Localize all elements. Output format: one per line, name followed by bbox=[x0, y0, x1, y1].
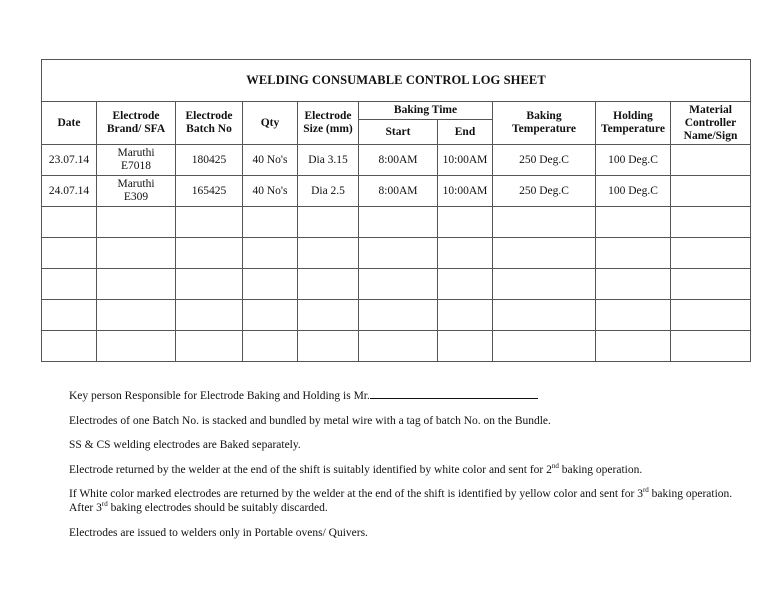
empty-cell bbox=[243, 269, 298, 300]
empty-cell bbox=[493, 238, 596, 269]
note-text: baking operation. After 3 bbox=[69, 488, 733, 514]
header-date: Date bbox=[42, 102, 97, 145]
empty-cell bbox=[596, 269, 671, 300]
empty-cell bbox=[493, 207, 596, 238]
ordinal-suffix: rd bbox=[101, 500, 108, 509]
cell-end: 10:00AM bbox=[438, 176, 493, 207]
cell-holding-temp: 100 Deg.C bbox=[596, 145, 671, 176]
cell-brand bbox=[97, 145, 176, 176]
empty-cell bbox=[42, 207, 97, 238]
empty-cell bbox=[176, 238, 243, 269]
note-separate: SS & CS welding electrodes are Baked separately. bbox=[69, 439, 301, 451]
empty-cell bbox=[42, 331, 97, 362]
empty-cell bbox=[596, 300, 671, 331]
empty-cell bbox=[97, 331, 176, 362]
note-text: Electrode returned by the welder at the end of the shift is suitably identified by white color and sent for 2 bbox=[69, 463, 552, 476]
cell-brand-line: Maruthi bbox=[117, 178, 155, 190]
signature-blank-line bbox=[370, 388, 538, 399]
empty-cell bbox=[42, 269, 97, 300]
cell-start: 8:00AM bbox=[359, 145, 438, 176]
empty-cell bbox=[671, 207, 751, 238]
cell-size: Dia 2.5 bbox=[298, 176, 359, 207]
empty-cell bbox=[176, 300, 243, 331]
cell-brand-line: Maruthi bbox=[117, 147, 155, 159]
empty-cell bbox=[97, 238, 176, 269]
empty-cell bbox=[493, 269, 596, 300]
cell-controller bbox=[671, 176, 751, 207]
empty-cell bbox=[359, 269, 438, 300]
cell-qty: 40 No's bbox=[243, 176, 298, 207]
cell-qty: 40 No's bbox=[243, 145, 298, 176]
ordinal-suffix: nd bbox=[551, 461, 559, 470]
note-returned bbox=[69, 463, 749, 477]
empty-cell bbox=[298, 207, 359, 238]
note-batch: Electrodes of one Batch No. is stacked and bundled by metal wire with a tag of batch No. on the Bundle. bbox=[69, 414, 551, 427]
empty-cell bbox=[671, 300, 751, 331]
header-brand: Electrode Brand/ SFA bbox=[97, 102, 176, 145]
note-key-person bbox=[69, 388, 749, 403]
empty-cell bbox=[359, 331, 438, 362]
empty-cell bbox=[243, 300, 298, 331]
empty-cell bbox=[97, 300, 176, 331]
table-row-empty bbox=[42, 238, 751, 269]
note-text: If White color marked electrodes are returned by the welder at the end of the shift is identified by yellow color and sent for 3 bbox=[69, 488, 643, 500]
empty-cell bbox=[243, 238, 298, 269]
empty-cell bbox=[298, 269, 359, 300]
cell-date: 23.07.14 bbox=[42, 145, 97, 176]
cell-end: 10:00AM bbox=[438, 145, 493, 176]
log-sheet-table bbox=[41, 59, 751, 362]
cell-brand bbox=[97, 176, 176, 207]
empty-cell bbox=[97, 269, 176, 300]
cell-baking-temp: 250 Deg.C bbox=[493, 145, 596, 176]
note-text: baking electrodes should be suitably discarded. bbox=[107, 502, 328, 514]
empty-cell bbox=[42, 300, 97, 331]
empty-cell bbox=[438, 269, 493, 300]
table-row-empty bbox=[42, 331, 751, 362]
empty-cell bbox=[438, 207, 493, 238]
empty-cell bbox=[596, 331, 671, 362]
empty-cell bbox=[359, 207, 438, 238]
cell-start: 8:00AM bbox=[359, 176, 438, 207]
empty-cell bbox=[359, 300, 438, 331]
empty-cell bbox=[596, 238, 671, 269]
header-holding-temp: Holding Temperature bbox=[596, 102, 671, 145]
empty-cell bbox=[298, 300, 359, 331]
empty-cell bbox=[493, 331, 596, 362]
empty-cell bbox=[298, 331, 359, 362]
empty-cell bbox=[596, 207, 671, 238]
header-start: Start bbox=[359, 120, 438, 145]
empty-cell bbox=[671, 238, 751, 269]
cell-batch: 165425 bbox=[176, 176, 243, 207]
note-text: baking operation. bbox=[558, 463, 643, 476]
notes-section bbox=[69, 388, 749, 550]
empty-cell bbox=[176, 207, 243, 238]
header-qty: Qty bbox=[243, 102, 298, 145]
empty-cell bbox=[243, 331, 298, 362]
empty-cell bbox=[493, 300, 596, 331]
cell-batch: 180425 bbox=[176, 145, 243, 176]
header-baking-temp: Baking Temperature bbox=[493, 102, 596, 145]
empty-cell bbox=[176, 331, 243, 362]
cell-controller bbox=[671, 145, 751, 176]
empty-cell bbox=[42, 238, 97, 269]
note-issued: Electrodes are issued to welders only in Portable ovens/ Quivers. bbox=[69, 526, 368, 539]
empty-cell bbox=[438, 300, 493, 331]
cell-date: 24.07.14 bbox=[42, 176, 97, 207]
cell-baking-temp: 250 Deg.C bbox=[493, 176, 596, 207]
table-row-empty bbox=[42, 207, 751, 238]
cell-size: Dia 3.15 bbox=[298, 145, 359, 176]
note-text: Key person Responsible for Electrode Baking and Holding is Mr. bbox=[69, 390, 370, 402]
header-batch: Electrode Batch No bbox=[176, 102, 243, 145]
empty-cell bbox=[671, 269, 751, 300]
empty-cell bbox=[97, 207, 176, 238]
table-row-empty bbox=[42, 300, 751, 331]
cell-brand-line: E7018 bbox=[120, 160, 152, 172]
sheet-title: WELDING CONSUMABLE CONTROL LOG SHEET bbox=[42, 60, 751, 102]
header-size: Electrode Size (mm) bbox=[298, 102, 359, 145]
empty-cell bbox=[671, 331, 751, 362]
empty-cell bbox=[438, 238, 493, 269]
table-row-empty bbox=[42, 269, 751, 300]
empty-cell bbox=[359, 238, 438, 269]
note-white bbox=[69, 487, 749, 515]
cell-holding-temp: 100 Deg.C bbox=[596, 176, 671, 207]
empty-cell bbox=[438, 331, 493, 362]
table-row bbox=[42, 176, 751, 207]
ordinal-suffix: rd bbox=[642, 486, 649, 495]
cell-brand-line: E309 bbox=[123, 191, 149, 203]
table-row bbox=[42, 145, 751, 176]
empty-cell bbox=[298, 238, 359, 269]
header-baking-time: Baking Time bbox=[359, 102, 493, 120]
empty-cell bbox=[243, 207, 298, 238]
header-controller: Material Controller Name/Sign bbox=[671, 102, 751, 145]
header-end: End bbox=[438, 120, 493, 145]
empty-cell bbox=[176, 269, 243, 300]
